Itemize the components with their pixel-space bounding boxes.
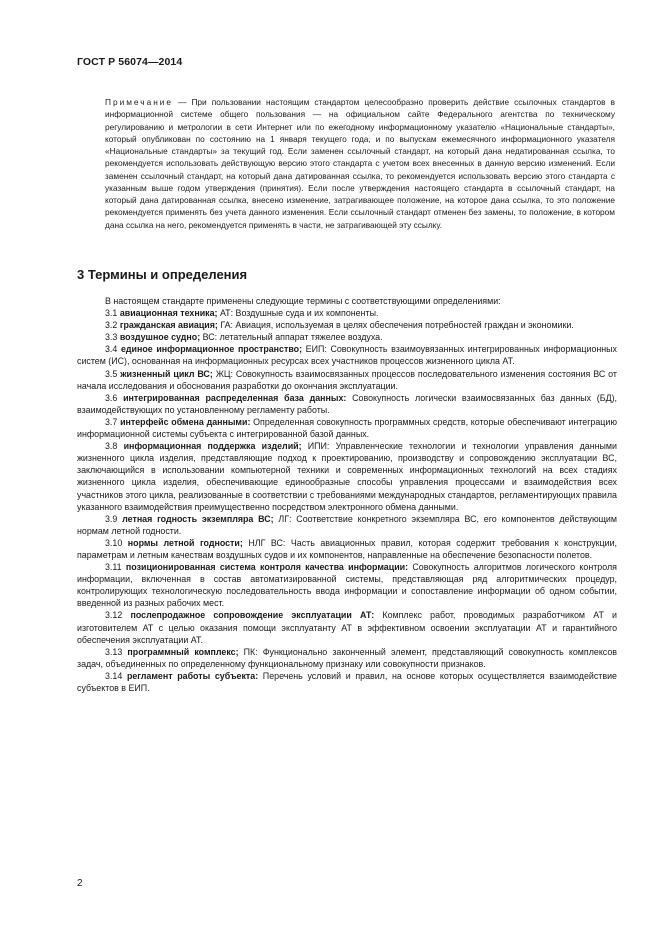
terms-body (77, 295, 617, 694)
term-definition: ЛГ: Соответствие конкретного экземпляра ВС, его компонентов действующим нормам летной годности. (77, 513, 617, 536)
term-name: гражданская авиация; (119, 320, 218, 331)
term-number: 3.9 (105, 513, 123, 524)
term-name: единое информационное пространство; (120, 344, 303, 355)
term-entry (77, 646, 617, 670)
term-entry (77, 368, 617, 392)
term-definition: ЕИП: Совокупность взаимоувязанных интегрированных информационных систем (ИС), основанная на информационных ресурсах всех участников процессов жизненного цикла АТ. (77, 344, 617, 367)
term-number: 3.4 (105, 344, 121, 355)
term-number: 3.7 (105, 416, 121, 427)
term-definition: Совокупность алгоритмов логического контроля информации, включенная в состав автоматизированной системы, представляющая ряд алгоритмических процедур, контролирующих технологическую последовательность ввода информации и сопоставление информации об одном событии, введенной из разных рабочих мест. (77, 562, 617, 609)
terms-list (77, 307, 617, 694)
term-name: программный комплекс; (127, 646, 239, 657)
term-number: 3.5 (105, 368, 121, 379)
term-name: позиционированная система контроля качества информации: (125, 562, 409, 573)
term-definition: Определенная совокупность программных средств, которые обеспечивают интеграцию информационной системы субъекта с интегрированной базой данных. (77, 416, 618, 440)
term-definition: ВС: летательный аппарат тяжелее воздуха. (200, 332, 383, 343)
term-number: 3.3 (105, 332, 120, 343)
term-definition: Перечень условий и правил, на основе которых осуществляется взаимодействие субъектов в ЕИП. (77, 670, 617, 693)
term-name: жизненный цикл ВС; (120, 368, 213, 379)
term-entry (77, 537, 617, 561)
term-entry (77, 670, 617, 694)
term-entry (77, 440, 617, 513)
term-number: 3.13 (105, 646, 128, 657)
term-entry (77, 307, 617, 319)
term-name: нормы летной годности; (127, 537, 243, 548)
term-entry (77, 331, 617, 343)
term-name: летная годность экземпляра ВС; (122, 513, 274, 524)
term-definition: ПК: Функционально законченный элемент, представляющий совокупность комплексов задач, объединенных по определенному функциональному признаку или совокупности признаков. (77, 646, 617, 669)
term-number: 3.1 (105, 308, 120, 319)
term-name: информационная поддержка изделий; (123, 441, 302, 452)
section-title: 3 Термины и определения (77, 267, 248, 282)
term-number: 3.10 (105, 537, 128, 548)
term-definition: АТ: Воздушные суда и их компоненты. (217, 308, 379, 319)
term-number: 3.14 (105, 670, 127, 681)
term-name: интегрированная распределенная база данных: (123, 392, 347, 403)
term-definition: ГА: Авиация, используемая в целях обеспечения потребностей граждан и экономики. (217, 320, 574, 331)
term-entry (77, 343, 617, 367)
term-entry (77, 609, 617, 645)
note-text: — При пользовании настоящим стандартом целесообразно проверить действие ссылочных стандартов в информационной системе общего пользования — на официальном сайте Федерального агентства по техническому регулированию и метрологии в сети Интернет или по ежегодному информационному указателю «Национальные стандарты», который опубликован по состоянию на 1 января текущего года, и по выпускам ежемесячного информационного указателя «Национальные стандарты» за текущий год. Если заменен ссылочный стандарт, на который дана недатированная ссылка, то рекомендуется использовать действующую версию этого стандарта с учетом всех внесенных в данную версию изменений. Если заменен ссылочный стандарт, на который дана датированная ссылка, то рекомендуется использовать версию этого стандарта с указанным выше годом утверждения (принятия). Если после утверждения настоящего стандарта в ссылочный стандарт, на который дана датированная ссылка, внесено изменение, затрагивающее положение, на которое дана ссылка, то это положение рекомендуется применять без учета данного изменения. Если ссылочный стандарт отменен без замены, то положение, в котором дана ссылка на него, рекомендуется применять в части, не затрагивающей эту ссылку. (105, 97, 615, 230)
term-name: послепродажное сопровождение эксплуатации АТ: (130, 610, 375, 621)
term-entry (77, 561, 617, 609)
term-number: 3.2 (105, 320, 120, 331)
term-number: 3.12 (105, 610, 131, 621)
page-number: 2 (77, 878, 83, 889)
term-entry (77, 319, 617, 331)
term-number: 3.8 (105, 441, 124, 452)
term-definition: Совокупность логически взаимосвязанных баз данных (БД), взаимодействующих по установленному регламенту работы. (77, 392, 617, 415)
note-label: Примечание (105, 97, 174, 107)
term-name: регламент работы субъекта: (126, 670, 259, 681)
term-name: интерфейс обмена данными: (120, 416, 251, 427)
term-name: воздушное судно; (119, 332, 201, 343)
term-name: авиационная техника; (119, 308, 218, 319)
term-entry (77, 513, 617, 537)
note-block (105, 96, 615, 231)
term-definition: НЛГ ВС: Часть авиационных правил, которая содержит требования к конструкции, параметрам и летным качествам воздушных судов и их компонентов, направленные на обеспечение безопасности полетов. (77, 537, 617, 560)
term-entry (77, 392, 617, 416)
term-definition: Комплекс работ, проводимых разработчиком АТ и изготовителем АТ с целью оказания помощи эксплуатанту АТ в эффективном освоении эксплуатации АТ и гарантийного обеспечения эксплуатации АТ. (77, 610, 618, 645)
term-entry (77, 416, 617, 440)
document-code: ГОСТ Р 56074—2014 (77, 56, 183, 68)
term-number: 3.6 (105, 392, 124, 403)
term-definition: ИПИ: Управленческие технологии и технологии управления данными жизненного цикла изделия, представляющие подход к проектированию, производству и сопровождению эксплуатации ВС, заключающийся в использовании компьютерной техники и современных информационных технологий на всех стадиях жизненного цикла изделия, обеспечивающие единообразные способы управления процессами и взаимодействия всех участников этого цикла, реализованные в соответствии с требованиями международных стандартов, регламентирующих правила указанного взаимодействия преимущественно посредством электронного обмена данными. (77, 441, 617, 512)
term-definition: ЖЦ: Совокупность взаимосвязанных процессов последовательного изменения состояния ВС от начала исследования и обоснования разработки до окончания эксплуатации. (77, 368, 617, 391)
terms-intro: В настоящем стандарте применены следующие термины с соответствующими определениями: (105, 296, 501, 306)
term-number: 3.11 (105, 562, 126, 573)
